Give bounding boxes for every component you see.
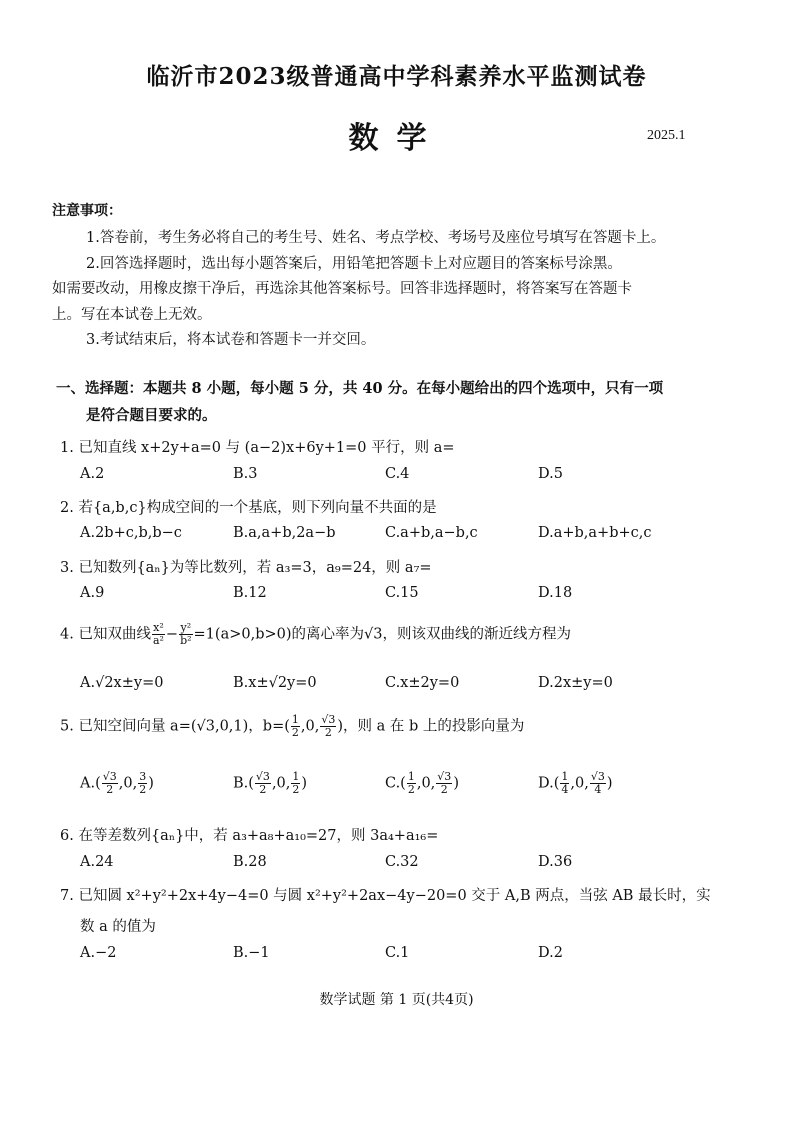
question-7-stem-cont: 数 a 的值为 xyxy=(80,919,156,935)
q4-fraction-y: $\frac{\text{y²}}{\text{b²}}$ xyxy=(180,621,192,647)
q3-option-a: A.9 xyxy=(80,585,105,601)
q4-option-d: D.2x±y=0 xyxy=(538,675,613,691)
q1-option-b: B.3 xyxy=(233,466,258,482)
question-6-stem: 6. 在等差数列{aₙ}中，若 a₃+a₈+a₁₀=27，则 3a₄+a₁₆= xyxy=(60,828,439,844)
notice-item-3: 3.考试结束后，将本试卷和答题卡一并交回。 xyxy=(86,332,376,348)
q5-option-a: A.( $\frac{√3}{2}$ ,0, $\frac{3}{2}$ ) xyxy=(80,770,154,796)
q4-stem-pre: 4. 已知双曲线 xyxy=(60,626,151,643)
question-2-stem: 2. 若{a,b,c}构成空间的一个基底，则下列向量不共面的是 xyxy=(60,500,437,516)
q2-option-d: D.a+b,a+b+c,c xyxy=(538,525,652,541)
q2-option-a: A.2b+c,b,b−c xyxy=(80,525,182,541)
q2-option-b: B.a,a+b,2a−b xyxy=(233,525,336,541)
q4-option-b: B.x±√2y=0 xyxy=(233,675,317,691)
section-heading: 一、选择题：本题共 8 小题，每小题 5 分，共 40 分。在每小题给出的四个选项中，只有一项 xyxy=(56,380,664,397)
q4-option-a: A.√2x±y=0 xyxy=(80,675,164,691)
notice-item-2: 2.回答选择题时，选出每小题答案后，用铅笔把答题卡上对应题目的答案标号涂黑。 xyxy=(86,256,622,272)
notice-item-1: 1.答卷前，考生务必将自己的考生号、姓名、考点学校、考场号及座位号填写在答题卡上。 xyxy=(86,230,666,246)
q5-option-d: D.( $\frac{1}{4}$ ,0, $\frac{√3}{4}$ ) xyxy=(538,770,613,796)
q5-option-b: B.( $\frac{√3}{2}$ ,0, $\frac{1}{2}$ ) xyxy=(233,770,308,796)
q7-option-d: D.2 xyxy=(538,945,563,961)
q1-option-c: C.4 xyxy=(385,466,410,482)
q1-option-a: A.2 xyxy=(80,466,105,482)
q2-option-c: C.a+b,a−b,c xyxy=(385,525,478,541)
q1-option-d: D.5 xyxy=(538,466,563,482)
question-3-stem: 3. 已知数列{aₙ}为等比数列，若 a₃=3，a₉=24，则 a₇= xyxy=(60,560,432,576)
question-5-stem: 5. 已知空间向量 a=(√3,0,1)，b=( $\frac{1}{2}$ ,0, $\frac{√3}{2}$ )，则 a 在 b 上的投影向量为 xyxy=(60,713,525,739)
q7-option-b: B.−1 xyxy=(233,945,270,961)
q4-option-c: C.x±2y=0 xyxy=(385,675,460,691)
q7-option-a: A.−2 xyxy=(80,945,117,961)
notice-item-2-end: 上。写在本试卷上无效。 xyxy=(52,307,212,323)
exam-title: 临沂市2023级普通高中学科素养水平监测试卷 xyxy=(146,63,647,90)
q4-stem-post: =1(a>0,b>0)的离心率为√3，则该双曲线的渐近线方程为 xyxy=(193,626,571,643)
q3-option-d: D.18 xyxy=(538,585,573,601)
page-footer: 数学试题 第 1 页(共4页) xyxy=(319,992,474,1008)
notice-heading: 注意事项： xyxy=(52,203,122,219)
question-4-stem: 4. 已知双曲线 $\frac{\text{x²}}{\text{a²}}$ − $\frac{\text{y²}}{\text{b²}}$ =1(a>0,b>0)的离心率为√3，则该双曲线的渐近线方程为 xyxy=(60,621,571,647)
subject-title: 数学 xyxy=(348,121,445,156)
section-heading-cont: 是符合题目要求的。 xyxy=(86,407,217,424)
q5-stem-pre: 5. 已知空间向量 a=(√3,0,1)，b=( xyxy=(60,718,290,735)
q7-option-c: C.1 xyxy=(385,945,410,961)
question-1-stem: 1. 已知直线 x+2y+a=0 与 (a−2)x+6y+1=0 平行，则 a= xyxy=(60,440,455,456)
q6-option-d: D.36 xyxy=(538,854,573,870)
q3-option-c: C.15 xyxy=(385,585,419,601)
exam-date: 2025.1 xyxy=(647,128,686,143)
q6-option-a: A.24 xyxy=(80,854,114,870)
q4-fraction-x: $\frac{\text{x²}}{\text{a²}}$ xyxy=(152,621,164,647)
q6-option-b: B.28 xyxy=(233,854,267,870)
q3-option-b: B.12 xyxy=(233,585,267,601)
q5-option-c: C.( $\frac{1}{2}$ ,0, $\frac{√3}{2}$ ) xyxy=(385,770,459,796)
q5-stem-post: )，则 a 在 b 上的投影向量为 xyxy=(337,718,525,735)
q6-option-c: C.32 xyxy=(385,854,419,870)
notice-item-2-cont: 如需要改动，用橡皮擦干净后，再选涂其他答案标号。回答非选择题时，将答案写在答题卡 xyxy=(52,281,632,297)
question-7-stem: 7. 已知圆 x²+y²+2x+4y−4=0 与圆 x²+y²+2ax−4y−20=0 交于 A,B 两点，当弦 AB 最长时，实 xyxy=(60,888,711,904)
